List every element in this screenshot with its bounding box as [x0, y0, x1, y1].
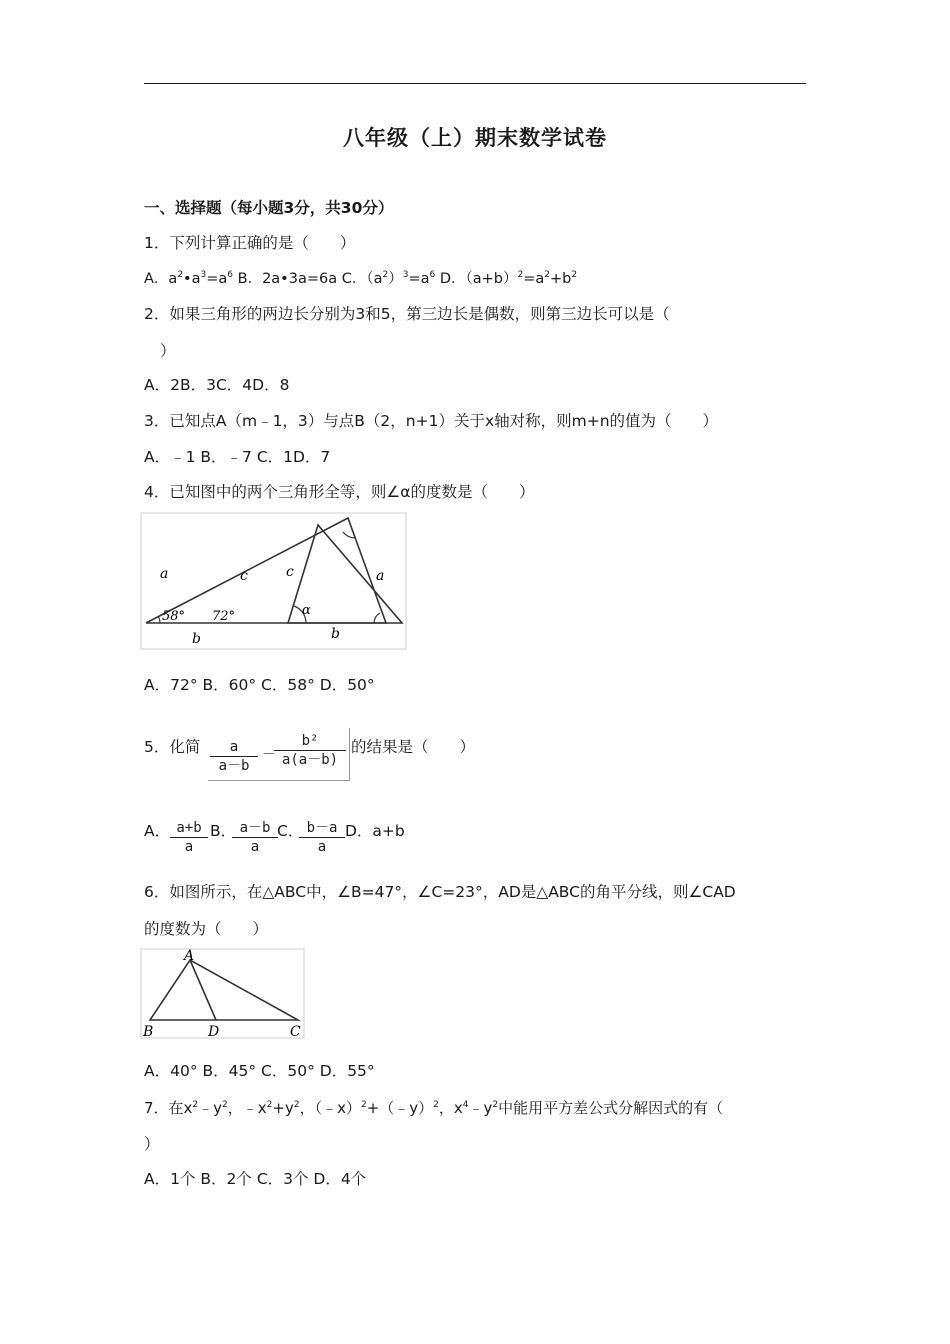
q5-option-c-label: C．	[277, 822, 304, 840]
q5-option-a-label: A．	[144, 822, 171, 840]
q5-stem-pre: 5．化简	[144, 738, 201, 756]
q5-stem-post: 的结果是（ ）	[351, 738, 476, 756]
q6-stem: 6．如图所示，在△ABC中，∠B=47°，∠C=23°，AD是△ABC的角平分线，则∠CAD	[144, 883, 736, 901]
triangle-abc	[150, 960, 298, 1020]
q4-options: A．72° B．60° C．58° D．50°	[144, 676, 375, 694]
q3-stem: 3．已知点A（m﹣1，3）与点B（2，n+1）关于x轴对称，则m+n的值为（ ）	[144, 412, 719, 430]
figure-frame	[141, 949, 304, 1038]
q4-stem: 4．已知图中的两个三角形全等，则∠α的度数是（ ）	[144, 483, 535, 501]
q2-stem-cont: ）	[160, 342, 176, 360]
angle-72-label: 72°	[212, 609, 236, 624]
bisector-ad	[190, 960, 216, 1020]
q4-triangles-figure	[140, 512, 408, 652]
right-side-c: c	[286, 564, 294, 580]
left-angle-arc-58	[158, 616, 160, 623]
q5-fraction-1: $\frac{a}{a-b}$	[210, 738, 258, 775]
right-side-a: a	[376, 568, 385, 584]
q7-options: A．1个 B．2个 C．3个 D．4个	[144, 1170, 367, 1188]
q5-option-b-fraction: $\frac{a-b}{a}$	[232, 819, 278, 856]
q6-triangle-figure	[140, 948, 306, 1040]
left-angle-arc-72	[374, 613, 380, 623]
q2-stem: 2．如果三角形的两边长分别为3和5，第三边长是偶数，则第三边长可以是（	[144, 305, 670, 323]
q6-options: A．40° B．45° C．50° D．55°	[144, 1062, 375, 1080]
q5-option-d: D．a+b	[345, 822, 405, 840]
angle-58-label: 58°	[162, 609, 186, 624]
header-rule	[144, 83, 806, 84]
vertex-c-label: C	[290, 1024, 301, 1040]
left-side-a: a	[160, 566, 169, 582]
q5-option-a-fraction: $\frac{a+b}{a}$	[170, 819, 208, 856]
point-d-label: D	[208, 1024, 220, 1040]
q5-option-b-label: B．	[210, 822, 237, 840]
q1-options: A．$a^2•a^3=a^6$ B．2a•3a=6a C．$(a^2)^3=a^6$ D．$(a+b)^2=a^2+b^2$	[144, 270, 578, 287]
left-triangle	[146, 518, 386, 623]
q5-fraction-2: $\frac{\text{b²}}{a(a-b)}$	[274, 732, 346, 769]
left-side-c: c	[240, 568, 248, 584]
section-heading: 一、选择题（每小题3分，共30分）	[144, 199, 394, 217]
left-side-b: b	[192, 631, 201, 647]
q5-option-c-fraction: $\frac{b-a}{a}$	[299, 819, 345, 856]
q6-stem-cont: 的度数为（ ）	[144, 920, 269, 938]
page-title: 八年级（上）期末数学试卷	[343, 126, 607, 150]
q5-minus: －	[262, 747, 276, 763]
alpha-label: α	[302, 603, 311, 618]
q2-options: A．2B．3C．4D．8	[144, 376, 290, 394]
q7-stem: 7．在$x^2﹣y^2$，$﹣x^2+y^2$，（﹣x）$^2$+（﹣y）$^2$，$x^4﹣y^2$中能用平方差公式分解因式的有（	[144, 1099, 724, 1117]
q7-stem-cont: ）	[144, 1135, 160, 1153]
vertex-a-label: A	[184, 948, 195, 964]
right-side-b: b	[331, 626, 340, 642]
q3-options: A．﹣1 B．﹣7 C．1D．7	[144, 448, 331, 466]
q1-stem: 1．下列计算正确的是（ ）	[144, 234, 356, 252]
vertex-b-label: B	[143, 1024, 154, 1040]
